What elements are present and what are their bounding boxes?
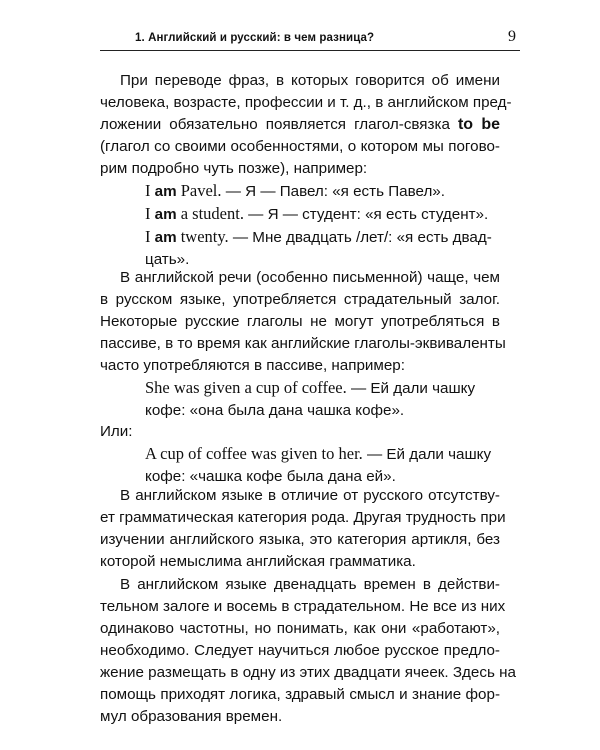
text-line: (глагол со своими особенностями, о котором мы погово- <box>100 138 500 155</box>
bold-verb: am <box>154 183 177 200</box>
bold-verb: am <box>154 229 177 246</box>
text-line: В английском языке в отличие от русского отсутству- <box>120 487 500 504</box>
text-line: часто употребляются в пассиве, например: <box>100 357 405 374</box>
example-line <box>145 180 500 203</box>
example-line <box>145 203 500 226</box>
example-block-passive-alt <box>145 443 500 488</box>
text-line <box>100 114 500 136</box>
text-line: рим подробно чуть позже), например: <box>100 160 368 177</box>
en-text: A cup of coffee was given to her. <box>145 444 363 463</box>
example-block-passive <box>145 377 500 422</box>
text-line: изучении английского языка, это категория артикля, без <box>100 531 500 548</box>
text-line: При переводе фраз, в которых говорится об имени <box>120 72 500 89</box>
example-line <box>145 443 500 466</box>
text-line: жение размещать в одну из этих двадцати ячеек. Здесь на <box>100 664 516 681</box>
text-line: помощь приходят логика, здравый смысл и знание фор- <box>100 686 500 703</box>
en-text: twenty. <box>176 227 229 246</box>
text-line: Некоторые русские глаголы не могут употребляться в <box>100 313 500 330</box>
example-line: кофе: «чашка кофе была дана ей». <box>145 468 396 485</box>
bold-term: to be <box>457 116 501 133</box>
example-line <box>145 226 500 249</box>
example-line <box>145 377 500 400</box>
en-text: I <box>145 204 155 223</box>
ru-text: — Я — студент: «я есть студент». <box>243 206 489 223</box>
example-line: кофе: «она была дана чашка кофе». <box>145 402 405 419</box>
ru-text: — Я — Павел: «я есть Павел». <box>221 183 445 200</box>
en-text: a student. <box>176 204 244 223</box>
ru-text: — Ей дали чашку <box>362 446 492 463</box>
text-line: ет грамматическая категория рода. Другая трудность при <box>100 509 506 526</box>
paragraph-passive <box>100 267 506 377</box>
en-text: Pavel. <box>176 181 222 200</box>
text-line: в русском языке, употребляется страдательный залог. <box>100 291 500 308</box>
text-line: человека, возрасте, профессии и т. д., в английском пред- <box>100 94 512 111</box>
text-line: необходимо. Следует научиться любое русское предло- <box>100 642 500 659</box>
text-line: В английском языке двенадцать времен в действи- <box>120 576 500 593</box>
chapter-title: 1. Английский и русский: в чем разница? <box>135 32 375 44</box>
text-line: одинаково частотны, но понимать, как они «работают», <box>100 620 500 637</box>
page-number: 9 <box>508 28 516 45</box>
en-text: She was given a cup of coffee. <box>145 378 347 397</box>
paragraph-gender-article <box>100 485 506 573</box>
text-line: которой немыслима английская грамматика. <box>100 553 416 570</box>
ru-text: — Ей дали чашку <box>346 380 476 397</box>
example-block-to-be <box>145 180 500 271</box>
en-text: I <box>145 181 155 200</box>
paragraph-tenses <box>100 574 516 728</box>
text-line: тельном залоге и восемь в страдательном. Не все из них <box>100 598 506 615</box>
text-line: мул образования времен. <box>100 708 283 725</box>
example-line: цать». <box>145 251 190 268</box>
en-text: I <box>145 227 155 246</box>
bold-verb: am <box>154 206 177 223</box>
or-label: Или: <box>100 423 133 440</box>
paragraph-to-be <box>100 70 512 180</box>
ru-text: — Мне двадцать /лет/: «я есть двад- <box>228 229 492 246</box>
text-line: пассиве, в то время как английские глаголы-эквиваленты <box>100 335 506 352</box>
text-line: В английской речи (особенно письменной) чаще, чем <box>120 269 500 286</box>
running-header <box>100 28 520 51</box>
text-fragment: ложении обязательно появляется глагол-связка <box>100 116 458 133</box>
